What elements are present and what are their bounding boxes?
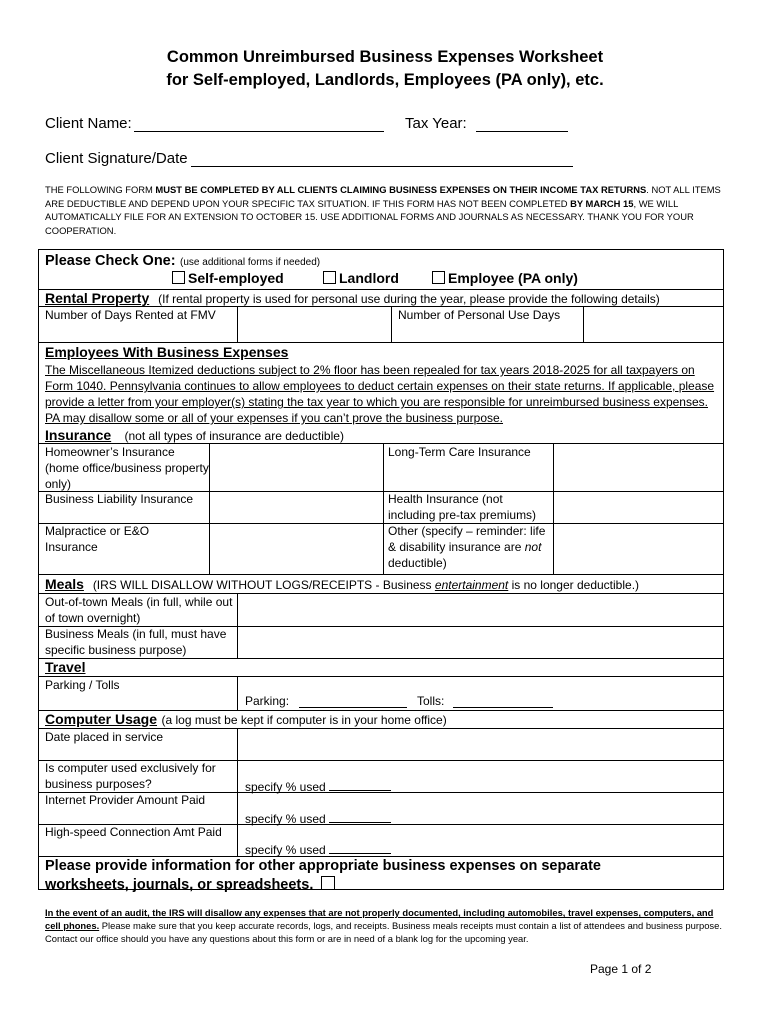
divider xyxy=(38,342,724,343)
divider xyxy=(237,306,238,342)
divider xyxy=(38,728,724,729)
long-term-care-label: Long-Term Care Insurance xyxy=(388,445,531,459)
checkbox-icon[interactable] xyxy=(432,271,445,284)
option-landlord[interactable]: Landlord xyxy=(323,270,399,286)
date-in-service-label: Date placed in service xyxy=(45,730,164,744)
divider xyxy=(391,306,392,342)
employees-text: The Miscellaneous Itemized deductions subject to 2% floor has been repealed for tax years 2018-2025 for all taxpayers on Form 1040. Pennsylvania continues to allow employees to deduct certain expenses on their state returns. If applicable, please provide a letter from your employer(s) stating the tax year to which you are responsible for unreimbursed business expenses. PA may disallow some or all of your expenses if you can’t prove the business purpose. xyxy=(45,363,715,425)
computer-heading-row: Computer Usage (a log must be kept if computer is in your home office) xyxy=(45,711,447,727)
divider xyxy=(237,676,238,710)
checkbox-icon[interactable] xyxy=(172,271,185,284)
divider xyxy=(38,306,724,307)
divider xyxy=(209,443,210,574)
footer-paragraph: In the event of an audit, the IRS will disallow any expenses that are not properly documented, including automobiles, travel expenses, computers, and cell phones. Please make sure that you keep accurate records, logs, and receipts. Business meals receipts must contain a list of attendees and business purpose. Contact our office should you have any questions about this form or are in need of a blank log for the upcoming year. xyxy=(45,907,722,944)
rental-personal-days-label: Number of Personal Use Days xyxy=(398,308,561,322)
other-insurance-label: Other (specify – reminder: life & disability insurance are not deductible) xyxy=(388,524,546,570)
checkbox-icon[interactable] xyxy=(321,876,335,890)
homeowners-insurance-label: Homeowner’s Insurance (home office/business property only) xyxy=(45,445,209,491)
high-speed-label: High-speed Connection Amt Paid xyxy=(45,825,222,839)
divider xyxy=(38,443,724,444)
tolls-field[interactable] xyxy=(453,694,553,708)
parking-tolls-label: Parking / Tolls xyxy=(45,678,120,692)
travel-heading: Travel xyxy=(45,659,86,675)
notice-paragraph: THE FOLLOWING FORM MUST BE COMPLETED BY ALL CLIENTS CLAIMING BUSINESS EXPENSES ON THEIR INCOME TAX RETURNS. NOT ALL ITEMS ARE DEDUCTIBLE AND DEPEND UPON YOUR SPECIFIC TAX SITUATION. IF THIS FORM HAS NOT BEEN COMPLETED BY MARCH 15, WE WILL AUTOMATICALLY FILE FOR AN EXTENSION TO OCTOBER 15. USE ADDITIONAL FORMS AND JOURNALS AS NECESSARY. THANK YOU FOR YOUR COOPERATION. xyxy=(45,184,721,236)
divider xyxy=(383,443,384,574)
internet-provider-label: Internet Provider Amount Paid xyxy=(45,793,206,807)
tax-year-field[interactable] xyxy=(476,117,568,132)
checkbox-icon[interactable] xyxy=(323,271,336,284)
specify-percent-2: specify % used xyxy=(245,809,391,828)
employees-heading: Employees With Business Expenses xyxy=(45,344,289,360)
divider xyxy=(38,593,724,594)
title-line-1: Common Unreimbursed Business Expenses Worksheet xyxy=(166,48,604,66)
exclusive-use-label: Is computer used exclusively for business purposes? xyxy=(45,761,216,791)
business-meals-label: Business Meals (in full, must have specific business purpose) xyxy=(45,627,227,657)
option-employee[interactable]: Employee (PA only) xyxy=(432,270,578,286)
check-one-heading: Please Check One: (use additional forms if needed) xyxy=(45,253,321,269)
out-of-town-meals-label: Out-of-town Meals (in full, while out of town overnight) xyxy=(45,595,233,625)
health-insurance-label: Health Insurance (not including pre-tax premiums) xyxy=(388,492,537,522)
meals-heading-row: Meals (IRS WILL DISALLOW WITHOUT LOGS/RECEIPTS - Business entertainment is no longer deductible.) xyxy=(45,576,640,592)
final-line-1: Please provide information for other appropriate business expenses on separate xyxy=(45,858,601,874)
signature-field[interactable] xyxy=(191,152,573,167)
specify-percent-3: specify % used xyxy=(245,840,391,859)
divider xyxy=(583,306,584,342)
rental-heading-row: Rental Property (If rental property is used for personal use during the year, please provide the following details) xyxy=(45,290,660,306)
rental-days-fmv-label: Number of Days Rented at FMV xyxy=(45,308,216,322)
tax-year-label: Tax Year: xyxy=(405,115,467,132)
divider xyxy=(38,574,724,575)
divider xyxy=(38,676,724,677)
divider xyxy=(237,593,238,658)
divider xyxy=(553,443,554,574)
tolls-label: Tolls: xyxy=(417,694,445,708)
percent-field[interactable] xyxy=(329,777,391,791)
specify-percent-1: specify % used xyxy=(245,777,391,796)
final-request xyxy=(45,857,601,895)
parking-label: Parking: xyxy=(245,694,290,708)
option-self-employed[interactable]: Self-employed xyxy=(172,270,284,286)
divider xyxy=(237,728,238,856)
insurance-heading-row: Insurance (not all types of insurance are deductible) xyxy=(45,427,344,443)
client-name-label: Client Name: xyxy=(45,115,132,132)
title-line-2: for Self-employed, Landlords, Employees (PA only), etc. xyxy=(166,71,604,89)
final-line-2: worksheets, journals, or spreadsheets. xyxy=(45,876,601,895)
page-number: Page 1 of 2 xyxy=(590,962,652,976)
percent-field[interactable] xyxy=(329,840,391,854)
signature-label: Client Signature/Date xyxy=(45,150,188,167)
percent-field[interactable] xyxy=(329,809,391,823)
parking-field[interactable] xyxy=(299,694,407,708)
business-liability-label: Business Liability Insurance xyxy=(45,492,194,506)
divider xyxy=(38,658,724,659)
client-name-field[interactable] xyxy=(134,117,384,132)
malpractice-label: Malpractice or E&O Insurance xyxy=(45,524,150,554)
